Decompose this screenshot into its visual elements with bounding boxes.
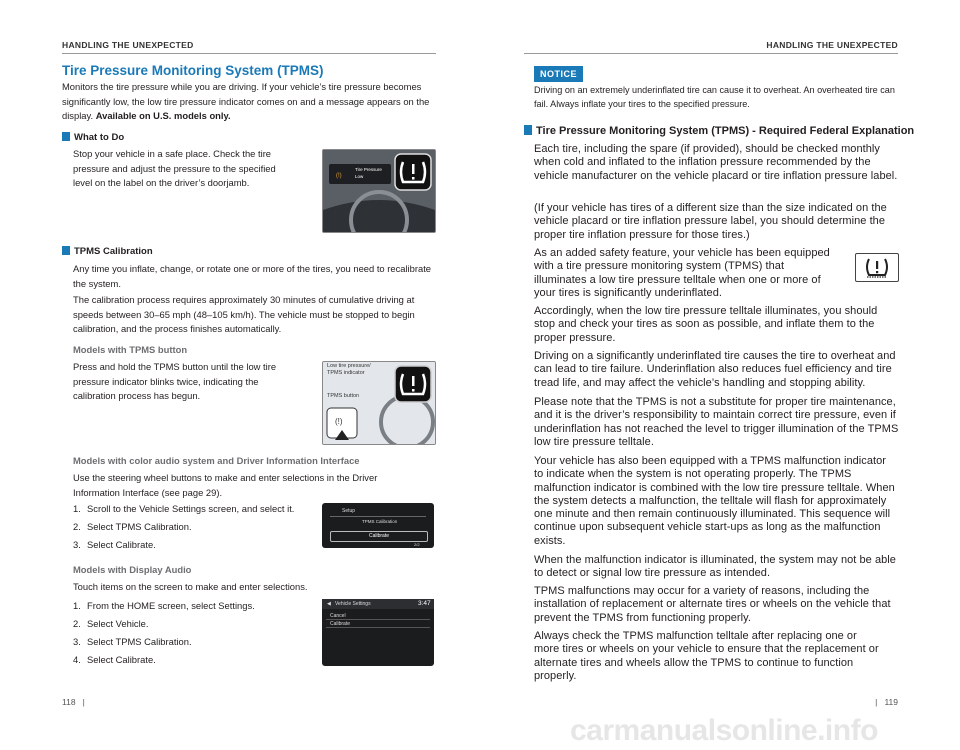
list-item: 2. Select Vehicle. — [73, 618, 149, 629]
para-5: Driving on a significantly underinflated tire causes the tire to overheat and can lead to tire failure. Underinflation also reduces fuel efficiency and tire tread life, and may affect the vehicle’s handling and stopping ability. — [534, 350, 896, 389]
para-10: Always check the TPMS malfunction telltale after replacing one or more tires or wheels on your vehicle to ensure that the replacement or alternate tires and wheels allow the TPMS to continue to function properly. — [534, 630, 879, 682]
para-6: Please note that the TPMS is not a substitute for proper tire maintenance, and it is the driver’s responsibility to maintain correct tire pressure, even if underinflation has not reached the level to trigger illumination of the TPMS low tire pressure telltale. — [534, 396, 899, 448]
intro-text: Monitors the tire pressure while you are driving. If your vehicle’s tire pressure becomes significantly low, the low tire pressure indicator comes on and a message appears on the display. — [62, 81, 430, 121]
para-9: TPMS malfunctions may occur for a variety of reasons, including the installation of replacement or alternate tires or wheels on the vehicle that prevent the TPMS from functioning properly. — [534, 585, 891, 624]
color-audio-text: Use the steering wheel buttons to make and enter selections in the Driver Information Interface (see page 29). — [73, 472, 378, 498]
color-audio-steps — [73, 500, 294, 554]
right-page-number: | 119 — [875, 697, 898, 707]
watermark-text: carmanualsonline.info — [570, 714, 878, 747]
list-item: 1. Scroll to the Vehicle Settings screen, and select it. — [73, 503, 295, 514]
section-title: Tire Pressure Monitoring System (TPMS) — [62, 63, 324, 78]
screen-divider — [326, 627, 430, 628]
screen-title: Vehicle Settings — [335, 601, 371, 607]
display-audio-text: Touch items on the screen to make and enter selections. — [73, 581, 308, 592]
calibration-text-2: The calibration process requires approximately 30 minutes of cumulative driving at speeds between 30–65 mph (48–105 km/h). The vehicle must be stopped to begin calibration, and the process finishes automatically. — [73, 294, 415, 334]
screen-time: 3:47 — [418, 600, 431, 607]
screen-item-cancel: Cancel — [330, 613, 346, 619]
list-item: 4. Select Calibrate. — [73, 654, 156, 665]
right-page-header: HANDLING THE UNEXPECTED — [766, 40, 898, 50]
svg-text:(!): (!) — [336, 173, 342, 179]
step-text: Scroll to the Vehicle Settings screen, and select it. — [87, 503, 295, 514]
left-page-header: HANDLING THE UNEXPECTED — [62, 40, 194, 50]
left-header-rule — [62, 53, 436, 54]
para-7: Your vehicle has also been equipped with a TPMS malfunction indicator to indicate when the system is not operating properly. The TPMS malfunction indicator is combined with the low tire pressure telltale. When the system detects a malfunction, the telltale will flash for approximately one minute and then remain continuously illuminated. This sequence will continue upon subsequent vehicle start-ups as long as the malfunction exists. — [534, 455, 895, 547]
federal-heading — [524, 125, 914, 137]
step-text: Select Calibrate. — [87, 654, 156, 665]
what-to-do-heading — [62, 132, 124, 143]
dii-screen-image — [322, 503, 434, 548]
screen-selected: Calibrate — [369, 533, 390, 539]
tpms-telltale-icon — [855, 253, 899, 282]
federal-heading-label: Tire Pressure Monitoring System (TPMS) - Required Federal Explanation — [536, 125, 915, 137]
button-callout: TPMS button — [327, 393, 360, 399]
display-audio-steps — [73, 597, 255, 669]
calibration-label: TPMS Calibration — [74, 246, 153, 257]
display-audio-heading: Models with Display Audio — [73, 564, 192, 575]
list-item: 3. Select Calibrate. — [73, 539, 156, 550]
screen-divider — [326, 619, 430, 620]
list-item: 2. Select TPMS Calibration. — [73, 521, 192, 532]
page-number-text: 118 — [62, 697, 76, 707]
bullet-square-icon — [62, 132, 70, 141]
screen-item: TPMS Calibration — [362, 519, 398, 524]
step-text: Select Vehicle. — [87, 618, 149, 629]
para-4: Accordingly, when the low tire pressure telltale illuminates, you should stop and check your tires as soon as possible, and inflate them to the proper pressure. — [534, 305, 878, 344]
image-message-title: Tire Pressure — [355, 167, 382, 172]
bullet-square-icon — [524, 125, 532, 135]
para-1: Each tire, including the spare (if provided), should be checked monthly when cold and inflated to the inflation pressure recommended by the vehicle manufacturer on the vehicle placard or tire inflation pressure label. — [534, 143, 898, 182]
step-text: Select Calibrate. — [87, 539, 156, 550]
tpms-button-text: Press and hold the TPMS button until the low tire pressure indicator blinks twice, indicating the calibration process has begun. — [73, 361, 277, 401]
list-item: 3. Select TPMS Calibration. — [73, 636, 192, 647]
dashboard-warning-image — [322, 149, 436, 233]
para-8: When the malfunction indicator is illuminated, the system may not be able to detect or signal low tire pressure as intended. — [534, 554, 896, 580]
back-icon: ◀ — [327, 601, 331, 607]
intro-paragraph — [62, 80, 436, 124]
list-item: 1. From the HOME screen, select Settings. — [73, 600, 255, 611]
calibration-text-1: Any time you inflate, change, or rotate one or more of the tires, you need to recalibrate the system. — [73, 263, 432, 289]
page-number-text: 119 — [884, 697, 898, 707]
screen-title: Setup — [342, 508, 356, 514]
para-2: (If your vehicle has tires of a different size than the size indicated on the vehicle placard or tire inflation pressure label, you should determine the proper tire inflation pressure for those tires.) — [534, 202, 887, 241]
image-message-sub: Low — [355, 174, 364, 179]
display-audio-screen-image — [322, 599, 434, 666]
step-text: Select TPMS Calibration. — [87, 636, 192, 647]
step-text: From the HOME screen, select Settings. — [87, 600, 255, 611]
screen-divider — [330, 516, 426, 517]
screen-page: 2/2 — [414, 542, 420, 547]
step-text: Select TPMS Calibration. — [87, 521, 192, 532]
notice-text: Driving on an extremely underinflated tire can cause it to overheat. An overheated tire can fail. Always inflate your tires to the specified pressure. — [534, 85, 895, 109]
tpms-button-heading: Models with TPMS button — [73, 344, 188, 355]
notice-badge: NOTICE — [534, 66, 583, 82]
what-to-do-label: What to Do — [74, 132, 125, 143]
intro-bold-note: Available on U.S. models only. — [95, 110, 231, 121]
right-header-rule — [524, 53, 898, 54]
bullet-square-icon — [62, 246, 70, 255]
svg-text:(!): (!) — [335, 417, 343, 426]
para-3: As an added safety feature, your vehicle has been equipped with a tire pressure monitoring system (TPMS) that illuminates a low tire pressure telltale when one or more of your tires is significantly underinflated. — [534, 247, 830, 299]
indicator-callout: Low tire pressure/ TPMS indicator — [327, 363, 371, 376]
what-to-do-text: Stop your vehicle in a safe place. Check the tire pressure and adjust the pressure to the specified level on the label on the driver’s doorjamb. — [73, 148, 276, 188]
left-page-number: 118 | — [62, 697, 85, 707]
calibration-heading — [62, 246, 153, 257]
color-audio-heading: Models with color audio system and Driver Information Interface — [73, 455, 360, 466]
screen-item-calibrate: Calibrate — [330, 621, 351, 627]
